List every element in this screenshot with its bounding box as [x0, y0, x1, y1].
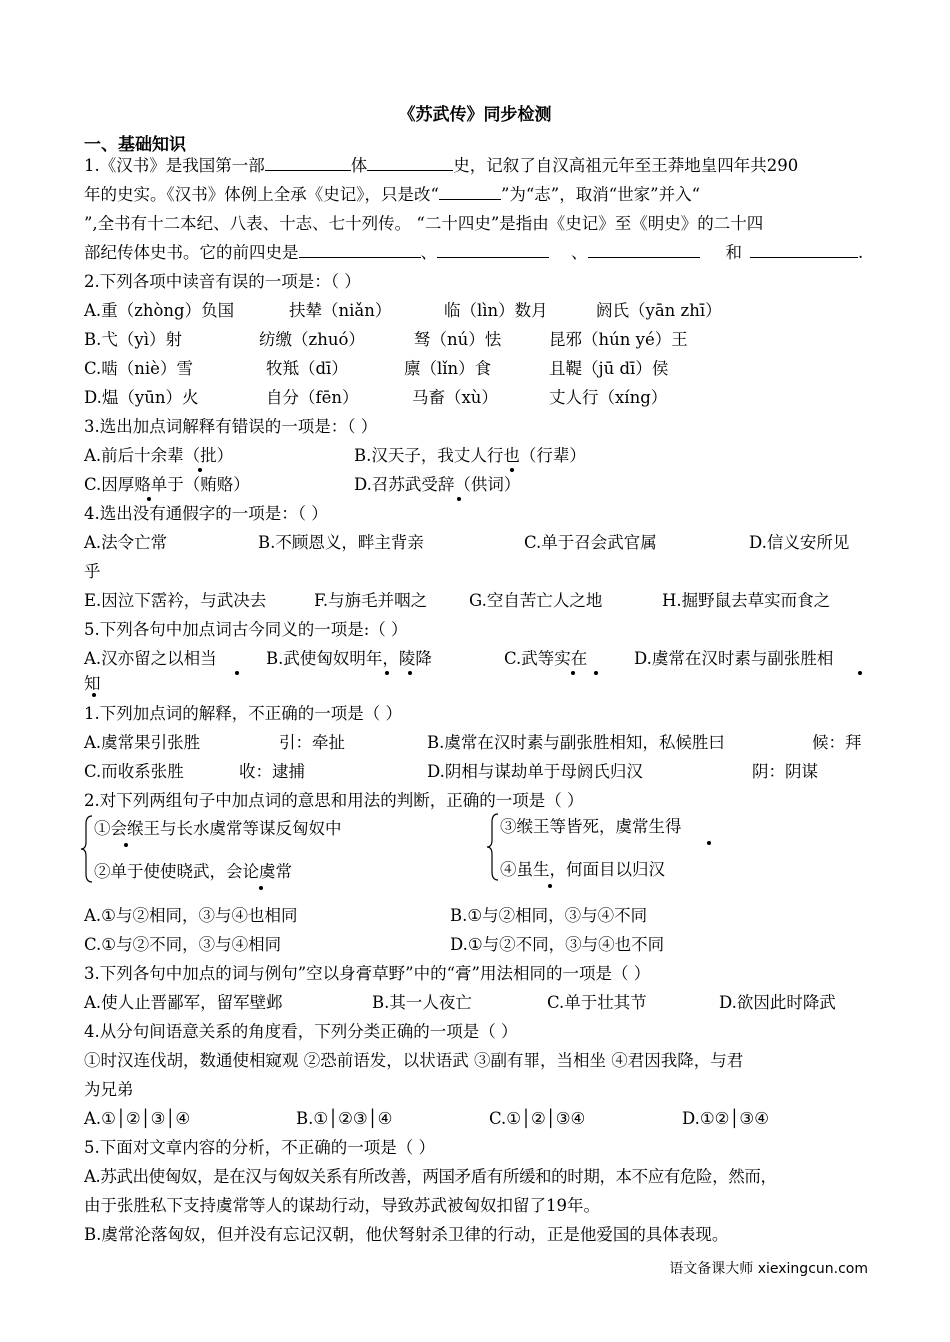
q4-stem: 4.选出没有通假字的一项是：（ ）: [84, 504, 328, 523]
option-item: C.啮（niè）雪: [84, 359, 193, 378]
option-g[interactable]: G.空自苦亡人之地: [469, 591, 603, 610]
option-c[interactable]: C.单于壮其节: [547, 993, 647, 1012]
emphasis-dot: [571, 671, 575, 675]
p3-stem: 3.下列各句中加点的词与例句”空以身膏草野”中的“膏”用法相同的一项是（ ）: [84, 964, 651, 983]
q1-text-e: ”为“志”，取消“世家”并入“: [500, 185, 701, 204]
option-item: 临（lìn）数月: [444, 301, 548, 320]
p4-sentences: ①时汉连伐胡，数通使相窥观 ②恐前语发，以状语武 ③副有罪，当相坐 ④君因我降，与君: [84, 1051, 744, 1070]
emphasis-dot: [858, 671, 862, 675]
option-item: 扶辇（niǎn）: [289, 301, 392, 320]
q1-text-f: 部纪传体史书。它的前四史是: [84, 243, 299, 262]
p2-sentence-4: ④虽生，何面目以归汉: [500, 860, 665, 879]
option-a[interactable]: A.虞常果引张胜: [84, 733, 201, 752]
emphasis-dot: [510, 468, 514, 472]
option-item: 牧羝（dī）: [266, 359, 348, 378]
p5-option-a[interactable]: A.苏武出使匈奴，是在汉与匈奴关系有所改善，两国矛盾有所缓和的时期，本不应有危险，然而，: [84, 1167, 777, 1186]
emphasis-dot: [707, 841, 711, 845]
option-item: B.弋（yì）射: [84, 330, 182, 349]
p4-stem: 4.从分句间语意关系的角度看，下列分类正确的一项是（ ）: [84, 1022, 518, 1041]
page-title: 《苏武传》同步检测: [398, 105, 552, 125]
q5-stem: 5.下列各句中加点词古今同义的一项是:（ ）: [84, 620, 408, 639]
q2-stem: 2.下列各项中读音有误的一项是：（ ）: [84, 272, 361, 291]
option-c[interactable]: C.①│②│③④: [489, 1109, 586, 1128]
q2-option-c[interactable]: [84, 355, 874, 383]
period: .: [858, 243, 864, 262]
option-b[interactable]: B.①│②③│④: [296, 1109, 393, 1128]
q2-option-d[interactable]: [84, 384, 874, 412]
option-b[interactable]: B.不顾恩义，畔主背亲: [258, 533, 424, 552]
p4-sentences-wrap: 为兄弟: [84, 1080, 134, 1099]
emphasis-dot: [92, 693, 96, 697]
emphasis-dot: [147, 497, 151, 501]
option-d[interactable]: D.①与②不同，③与④也不同: [450, 935, 665, 954]
right-group-brace: [486, 812, 500, 882]
q1-text-c: 史，记叙了自汉高祖元年至王莽地皇四年共290: [453, 156, 799, 175]
q3-options-cd: [84, 471, 874, 499]
option-d[interactable]: D.欲因此时降武: [719, 993, 836, 1012]
option-item: 纺缴（zhuó）: [259, 330, 365, 349]
p1-options-row1: [84, 729, 874, 757]
option-c-gloss: 收：逮捕: [239, 762, 305, 781]
emphasis-dot: [198, 468, 202, 472]
option-a-gloss: 引：牵扯: [279, 733, 345, 752]
emphasis-dot: [235, 671, 239, 675]
option-d[interactable]: D.虞常在汉时素与副张胜相: [634, 649, 834, 668]
option-c[interactable]: C.而收系张胜: [84, 762, 184, 781]
option-f[interactable]: F.与旃毛并咽之: [314, 591, 428, 610]
option-item: 自分（fēn）: [266, 388, 359, 407]
option-c[interactable]: C.因厚赂单于（贿赂）: [84, 475, 250, 494]
fill-blank[interactable]: [265, 152, 351, 171]
option-b[interactable]: B.虞常在汉时素与副张胜相知，私候胜曰: [427, 733, 725, 752]
q2-option-b[interactable]: [84, 326, 874, 354]
emphasis-dot: [385, 671, 389, 675]
option-a[interactable]: A.前后十余辈（批）: [84, 446, 234, 465]
q1-text-d: 年的史实。《汉书》体例上全承《史记》，只是改“: [84, 185, 439, 204]
option-e[interactable]: E.因泣下霑衿，与武决去: [84, 591, 267, 610]
option-item: D.煴（yūn）火: [84, 388, 199, 407]
p5-option-a-wrap: 由于张胜私下支持虞常等人的谋劫行动，导致苏武被匈奴扣留了19年。: [84, 1196, 600, 1215]
option-a[interactable]: A.①│②│③│④: [84, 1109, 191, 1128]
emphasis-dot: [594, 671, 598, 675]
option-d[interactable]: D.阴相与谋劫单于母阏氏归汉: [427, 762, 643, 781]
emphasis-dot: [124, 843, 128, 847]
q5-options-row1: [84, 645, 874, 673]
p2-sentence-2: ②单于使使晓武，会论虞常: [94, 862, 292, 881]
fill-blank[interactable]: [367, 152, 453, 171]
q2-option-a[interactable]: [84, 297, 874, 325]
emphasis-dot: [408, 671, 412, 675]
emphasis-dot: [548, 884, 552, 888]
q3-options-ab: [84, 442, 874, 470]
q1-line2: [84, 181, 874, 209]
p1-options-row2: [84, 758, 874, 786]
emphasis-dot: [259, 886, 263, 890]
option-d-gloss: 阴：阴谋: [752, 762, 818, 781]
option-d[interactable]: D.①②│③④: [682, 1109, 769, 1128]
p1-stem: 1.下列加点词的解释，不正确的一项是（ ）: [84, 704, 402, 723]
q4-options-row2: [84, 587, 874, 615]
option-item: 阏氏（yān zhī）: [596, 301, 722, 320]
q1-line1: [84, 152, 874, 180]
separator: 、: [420, 243, 437, 262]
q1-text-b: 体: [350, 156, 368, 175]
p2-options-ab: [84, 902, 874, 930]
q4-wrap: 乎: [84, 562, 101, 581]
fill-blank[interactable]: [588, 239, 700, 258]
option-item: 丈人行（xíng）: [549, 388, 668, 407]
footer-watermark: 语文备课大师 xiexingcun.com: [669, 1261, 868, 1277]
option-a[interactable]: A.①与②相同，③与④也相同: [84, 906, 298, 925]
fill-blank[interactable]: [439, 181, 501, 200]
p2-options-cd: [84, 931, 874, 959]
left-brace: [80, 814, 94, 884]
separator: 、: [571, 243, 588, 262]
p4-options: [84, 1105, 874, 1133]
option-item: 马畜（xù）: [412, 388, 498, 407]
option-b[interactable]: B.其一人夜亡: [372, 993, 472, 1012]
emphasis-dot: [457, 497, 461, 501]
p5-option-b[interactable]: B.虞常沦落匈奴，但并没有忘记汉朝，他伏弩射杀卫律的行动，正是他爱国的具体表现。: [84, 1225, 729, 1244]
option-b-gloss: 候：拜: [812, 733, 862, 752]
conjunction: 和: [725, 243, 742, 262]
option-h[interactable]: H.掘野鼠去草实而食之: [662, 591, 831, 610]
p3-options: [84, 989, 874, 1017]
p5-stem: 5.下面对文章内容的分析，不正确的一项是（ ）: [84, 1138, 435, 1157]
option-c[interactable]: C.单于召会武官属: [524, 533, 657, 552]
option-c[interactable]: C.武等实在: [504, 649, 588, 668]
q1-text-a: 1.《汉书》是我国第一部: [84, 156, 265, 175]
section-heading: 一、基础知识: [84, 135, 186, 155]
option-d[interactable]: D.信义安所见: [749, 533, 850, 552]
option-b[interactable]: B.武使匈奴明年，陵降: [266, 649, 432, 668]
option-a[interactable]: A.法令亡常: [84, 533, 168, 552]
option-b[interactable]: B.①与②相同，③与④不同: [450, 906, 648, 925]
option-c[interactable]: C.①与②不同，③与④相同: [84, 935, 282, 954]
option-item: 且鞮（jū dī）侯: [549, 359, 669, 378]
q4-options-row1: [84, 529, 874, 557]
option-item: 昆邪（hún yé）王: [549, 330, 688, 349]
fill-blank[interactable]: [299, 239, 421, 258]
q3-stem: 3.选出加点词解释有错误的一项是：（ ）: [84, 417, 378, 436]
q1-line4: [84, 239, 874, 267]
option-item: 驽（nú）怯: [414, 330, 502, 349]
p2-sentence-1: ①会缑王与长水虞常等谋反匈奴中: [94, 819, 342, 838]
p2-sentence-3: ③缑王等皆死，虞常生得: [500, 817, 682, 836]
q5-wrap: 知: [84, 674, 101, 693]
p2-stem: 2.对下列两组句子中加点词的意思和用法的判断，正确的一项是（ ）: [84, 791, 584, 810]
option-item: A.重（zhòng）负国: [84, 301, 235, 320]
fill-blank[interactable]: [437, 239, 549, 258]
option-b[interactable]: B.汉天子，我丈人行也（行辈）: [354, 446, 586, 465]
option-d[interactable]: D.召苏武受辞（供词）: [354, 475, 521, 494]
option-a[interactable]: A.使人止晋鄙军，留军壁邺: [84, 993, 283, 1012]
q1-line3: ”,全书有十二本纪、八表、十志、七十列传。 “二十四史”是指由《史记》至《明史》的二十四: [84, 214, 764, 233]
option-a[interactable]: A.汉亦留之以相当: [84, 649, 217, 668]
fill-blank[interactable]: [750, 239, 858, 258]
option-item: 廪（lǐn）食: [404, 359, 492, 378]
